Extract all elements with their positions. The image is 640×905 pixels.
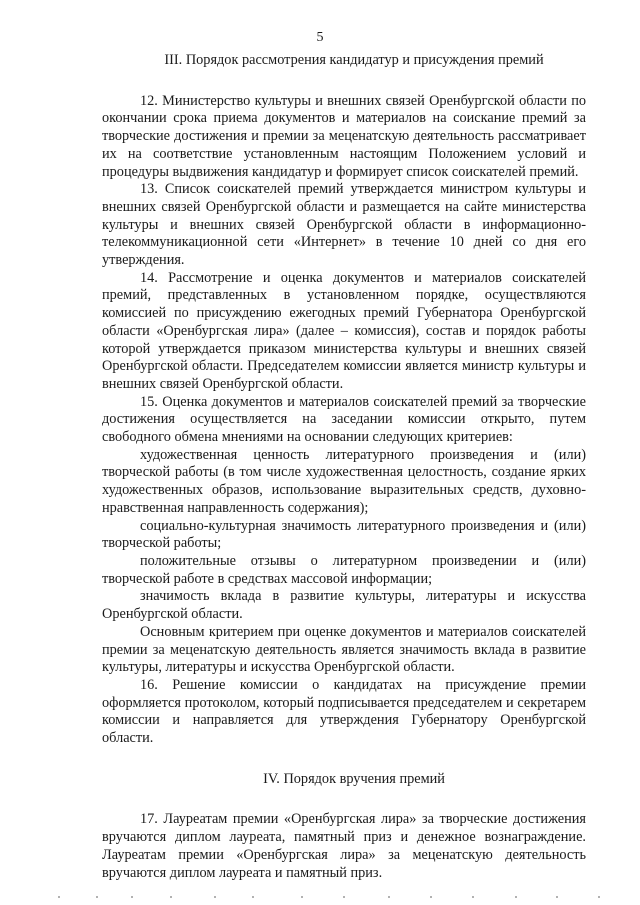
- document-body: [102, 52, 586, 882]
- scan-artifact-line: [0, 893, 640, 901]
- paragraph-14: 14. Рассмотрение и оценка документов и материалов соискателей премий, представленных в установленном порядке, осуществляются комиссией по присуждению ежегодных премий Губернатора Оренбургской области «Оренбургская лира» (далее – комиссия), состав и порядок работы которой утверждается приказом министерства культуры и внешних связей Оренбургской области. Председателем комиссии является министр культуры и внешних связей Оренбургской области.: [102, 269, 586, 392]
- criterion-media-reviews: положительные отзывы о литературном произведении и (или) творческой работе в средствах массовой информации;: [102, 552, 586, 587]
- paragraph-12: 12. Министерство культуры и внешних связей Оренбургской области по окончании срока приема документов и материалов на соискание премий за творческие достижения и премии за меценатскую деятельность рассматривает их на соответствие установленным настоящим Положением условий и процедуры выдвижения кандидатур и формирует список соискателей премий.: [102, 92, 586, 180]
- criterion-contribution: значимость вклада в развитие культуры, литературы и искусства Оренбургской области.: [102, 588, 586, 623]
- paragraph-15-main-criterion: Основным критерием при оценке документов и материалов соискателей премии за меценатскую деятельность является значимость вклада в развитие культуры, литературы и искусства Оренбургской области.: [102, 623, 586, 676]
- page-number: 5: [316, 30, 324, 45]
- paragraph-15: 15. Оценка документов и материалов соискателей премий за творческие достижения осуществляется на заседании комиссии открыто, путем свободного обмена мнениями на основании следующих критериев:: [102, 393, 586, 446]
- paragraph-17: 17. Лауреатам премии «Оренбургская лира» за творческие достижения вручаются диплом лауреата, памятный приз и денежное вознаграждение. Лауреатам премии «Оренбургская лира» за меценатскую деятельность вручаются диплом лауреата и памятный приз.: [102, 811, 586, 881]
- paragraph-13: 13. Список соискателей премий утверждается министром культуры и внешних связей Оренбургской области и размещается на сайте министерства культуры и внешних связей Оренбургской области в информационно-телекоммуникационной сети «Интернет» в течение 10 дней со дня его утверждения.: [102, 181, 586, 269]
- paragraph-16: 16. Решение комиссии о кандидатах на присуждение премии оформляется протоколом, который подписывается председателем и секретарем комиссии и направляется для утверждения Губернатору Оренбургской области.: [102, 676, 586, 747]
- section-4-title: IV. Порядок вручения премий: [263, 770, 445, 787]
- criterion-social-significance: социально-культурная значимость литературного произведения и (или) творческой работы;: [102, 517, 586, 552]
- criterion-artistic-value: художественная ценность литературного произведения и (или) творческой работы (в том числе художественная целостность, создание ярких художественных образов, использование выразительных средств, духовно-нравственная направленность содержания);: [102, 446, 586, 516]
- section-3-title: III. Порядок рассмотрения кандидатур и присуждения премий: [164, 52, 544, 68]
